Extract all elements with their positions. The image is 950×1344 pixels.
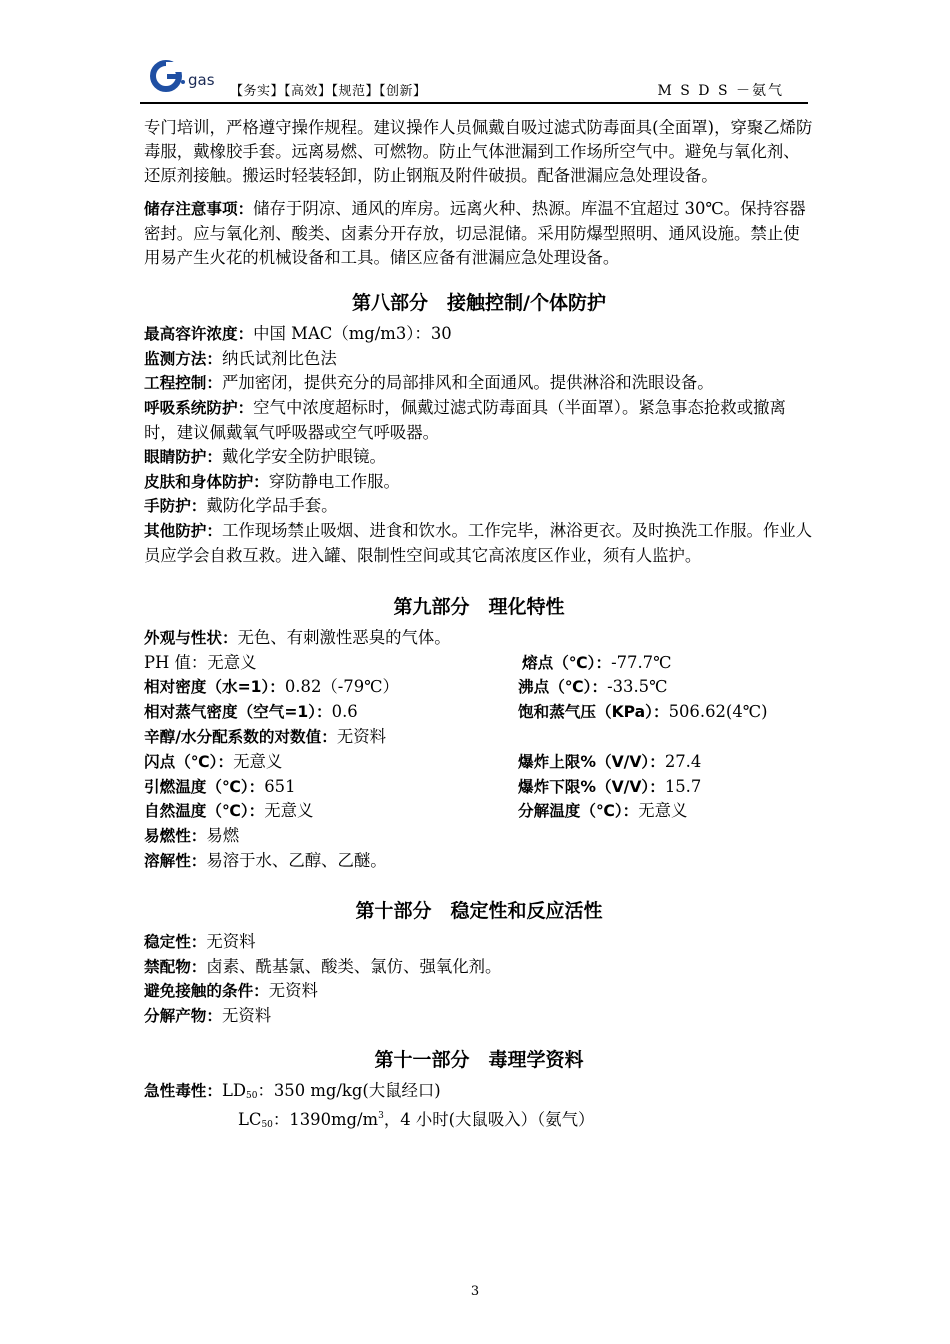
document-title: M S D S －氨气: [657, 83, 784, 99]
solubility-value: 易溶于水、乙醇、乙醚。: [206, 850, 387, 870]
flash-value: 无意义: [233, 751, 283, 771]
row-appearance: [144, 626, 814, 651]
item-text: 空气中浓度超标时，佩戴过滤式防毒面具（半面罩）。紧急事态抢救或撤离时，建议佩戴氧气呼吸器或空气呼吸器。: [144, 398, 786, 442]
upper-limit-value: 27.4: [664, 751, 702, 771]
section-10-title: 第十部分 稳定性和反应活性: [355, 899, 603, 922]
autoignition-value: 无意义: [264, 801, 314, 821]
lc-sub: 50: [261, 1119, 273, 1130]
partition-label: 辛醇/水分配系数的对数值：: [144, 727, 337, 746]
item-label: 分解产物：: [144, 1007, 222, 1026]
page-content: [144, 116, 814, 1129]
section-8-title: 第八部分 接触控制/个体防护: [352, 291, 606, 314]
item-respiratory: [144, 396, 814, 445]
lc-sup: 3: [378, 1110, 384, 1121]
row-lc50: [144, 1104, 814, 1129]
boiling-value: -33.5℃: [607, 677, 668, 697]
item-label: 手防护：: [144, 497, 207, 516]
item-monitoring: [144, 347, 814, 372]
melting-label: 熔点（℃）：: [522, 653, 612, 672]
ph-value: 无意义: [207, 652, 257, 672]
item-skin: [144, 470, 814, 495]
row-ph-melting: [144, 651, 814, 676]
handling-continued: 专门培训，严格遵守操作规程。建议操作人员佩戴自吸过滤式防毒面具(全面罩)，穿聚乙烯防毒服，戴橡胶手套。远离易燃、可燃物。防止气体泄漏到工作场所空气中。避免与氧化剂、还原剂接触。搬运时轻装轻卸，防止钢瓶及附件破损。配备泄漏应急处理设备。: [144, 118, 813, 185]
item-text: 戴化学安全防护眼镜。: [221, 446, 386, 466]
vapor-pressure-label: 饱和蒸气压（KPa）：: [518, 703, 669, 722]
vapor-pressure-value: 506.62(4℃): [668, 702, 768, 722]
ld-text: ：350 mg/kg(大鼠经口): [257, 1080, 441, 1100]
item-eye: [144, 445, 814, 470]
melting-value: -77.7℃: [611, 652, 672, 672]
item-label: 皮肤和身体防护：: [144, 472, 269, 491]
lc-prefix: LC: [238, 1109, 262, 1129]
item-label: 工程控制：: [144, 374, 222, 393]
ld-prefix: LD: [221, 1080, 247, 1100]
item-text: 戴防化学品手套。: [206, 496, 338, 516]
row-density-boiling: [144, 675, 814, 700]
item-stability: [144, 930, 814, 955]
item-conditions: [144, 979, 814, 1004]
company-logo: [148, 58, 238, 94]
row-ld50: [144, 1079, 814, 1104]
lc-text-a: ：1390mg/m: [272, 1109, 379, 1129]
section-11-body: [144, 1079, 814, 1129]
vapor-density-value: 0.6: [331, 702, 358, 722]
page-number: 3: [470, 1284, 480, 1299]
flammability-label: 易燃性：: [144, 827, 207, 846]
item-text: 纳氏试剂比色法: [221, 348, 337, 368]
section-9-title: 第九部分 理化特性: [393, 595, 565, 618]
row-partition: [144, 725, 814, 750]
flash-label: 闪点（℃）：: [144, 752, 234, 771]
item-text: 卤素、酰基氯、酸类、氯仿、强氧化剂。: [206, 956, 502, 976]
autoignition-label: 自然温度（℃）：: [144, 802, 265, 821]
item-text: 穿防静电工作服。: [268, 471, 400, 491]
item-text: 严加密闭，提供充分的局部排风和全面通风。提供淋浴和洗眼设备。: [221, 373, 714, 393]
row-flash-upper: [144, 750, 814, 775]
item-text: 工作现场禁止吸烟、进食和饮水。工作完毕，淋浴更衣。及时换洗工作服。作业人员应学会自救互救。进入罐、限制性空间或其它高浓度区作业，须有人监护。: [144, 521, 813, 565]
row-ignition-lower: [144, 775, 814, 800]
item-label: 避免接触的条件：: [144, 982, 269, 1001]
item-text: 无资料: [206, 931, 256, 951]
item-hand: [144, 494, 814, 519]
header-slogan: 【务实】【高效】【规范】【创新】: [230, 84, 427, 99]
decomp-temp-value: 无意义: [638, 801, 688, 821]
section-10-body: [144, 930, 814, 1029]
storage-label: 储存注意事项：: [144, 200, 254, 219]
upper-limit-label: 爆炸上限%（V/V）：: [518, 752, 665, 771]
section-8-body: [144, 322, 814, 568]
ph-label: PH 值：: [144, 652, 208, 672]
appearance-label: 外观与性状：: [144, 628, 238, 647]
rel-density-label: 相对密度（水=1）：: [144, 678, 285, 697]
lower-limit-value: 15.7: [664, 776, 702, 796]
row-vapor: [144, 700, 814, 725]
row-solubility: [144, 849, 814, 874]
item-label: 禁配物：: [144, 957, 207, 976]
ignition-label: 引燃温度（℃）：: [144, 777, 265, 796]
decomp-temp-label: 分解温度（℃）：: [518, 802, 639, 821]
item-engineering: [144, 371, 814, 396]
lc-text-b: ，4 小时(大鼠吸入）（氨气）: [383, 1109, 595, 1129]
lower-limit-label: 爆炸下限%（V/V）：: [518, 777, 665, 796]
page-header: [140, 52, 808, 104]
solubility-label: 溶解性：: [144, 851, 207, 870]
flammability-value: 易燃: [206, 826, 240, 846]
item-other: [144, 519, 814, 568]
section-11-title: 第十一部分 毒理学资料: [374, 1048, 584, 1071]
item-incompatible: [144, 955, 814, 980]
item-label: 最高容许浓度：: [144, 324, 254, 343]
row-flammability: [144, 824, 814, 849]
boiling-label: 沸点（℃）：: [518, 678, 608, 697]
row-autoignition-decomp: [144, 799, 814, 824]
item-label: 呼吸系统防护：: [144, 399, 254, 418]
item-mac: [144, 322, 814, 347]
item-text: 无资料: [221, 1006, 272, 1026]
logo-text: gas: [188, 71, 215, 89]
partition-value: 无资料: [336, 726, 386, 746]
item-decomposition: [144, 1004, 814, 1029]
ignition-value: 651: [264, 776, 296, 796]
storage-precautions: [144, 197, 814, 269]
storage-text: 储存于阴凉、通风的库房。远离火种、热源。库温不宜超过 30℃。保持容器密封。应与氧化剂、酸类、卤素分开存放，切忌混储。采用防爆型照明、通风设施。禁止使用易产生火花的机械设备和工具。储区应备有泄漏应急处理设备。: [144, 199, 806, 267]
rel-density-value: 0.82（-79℃）: [284, 677, 399, 697]
appearance-value: 无色、有刺激性恶臭的气体。: [237, 627, 451, 647]
vapor-density-label: 相对蒸气密度（空气=1）：: [144, 703, 332, 722]
section-9-body: [144, 626, 814, 874]
item-label: 眼睛防护：: [144, 447, 222, 466]
item-text: 中国 MAC（mg/m3）：30: [253, 323, 452, 343]
item-label: 其他防护：: [144, 522, 222, 541]
ld-sub: 50: [246, 1090, 258, 1101]
item-text: 无资料: [268, 981, 318, 1001]
item-label: 监测方法：: [144, 349, 222, 368]
acute-label: 急性毒性：: [144, 1081, 222, 1100]
item-label: 稳定性：: [144, 932, 207, 951]
